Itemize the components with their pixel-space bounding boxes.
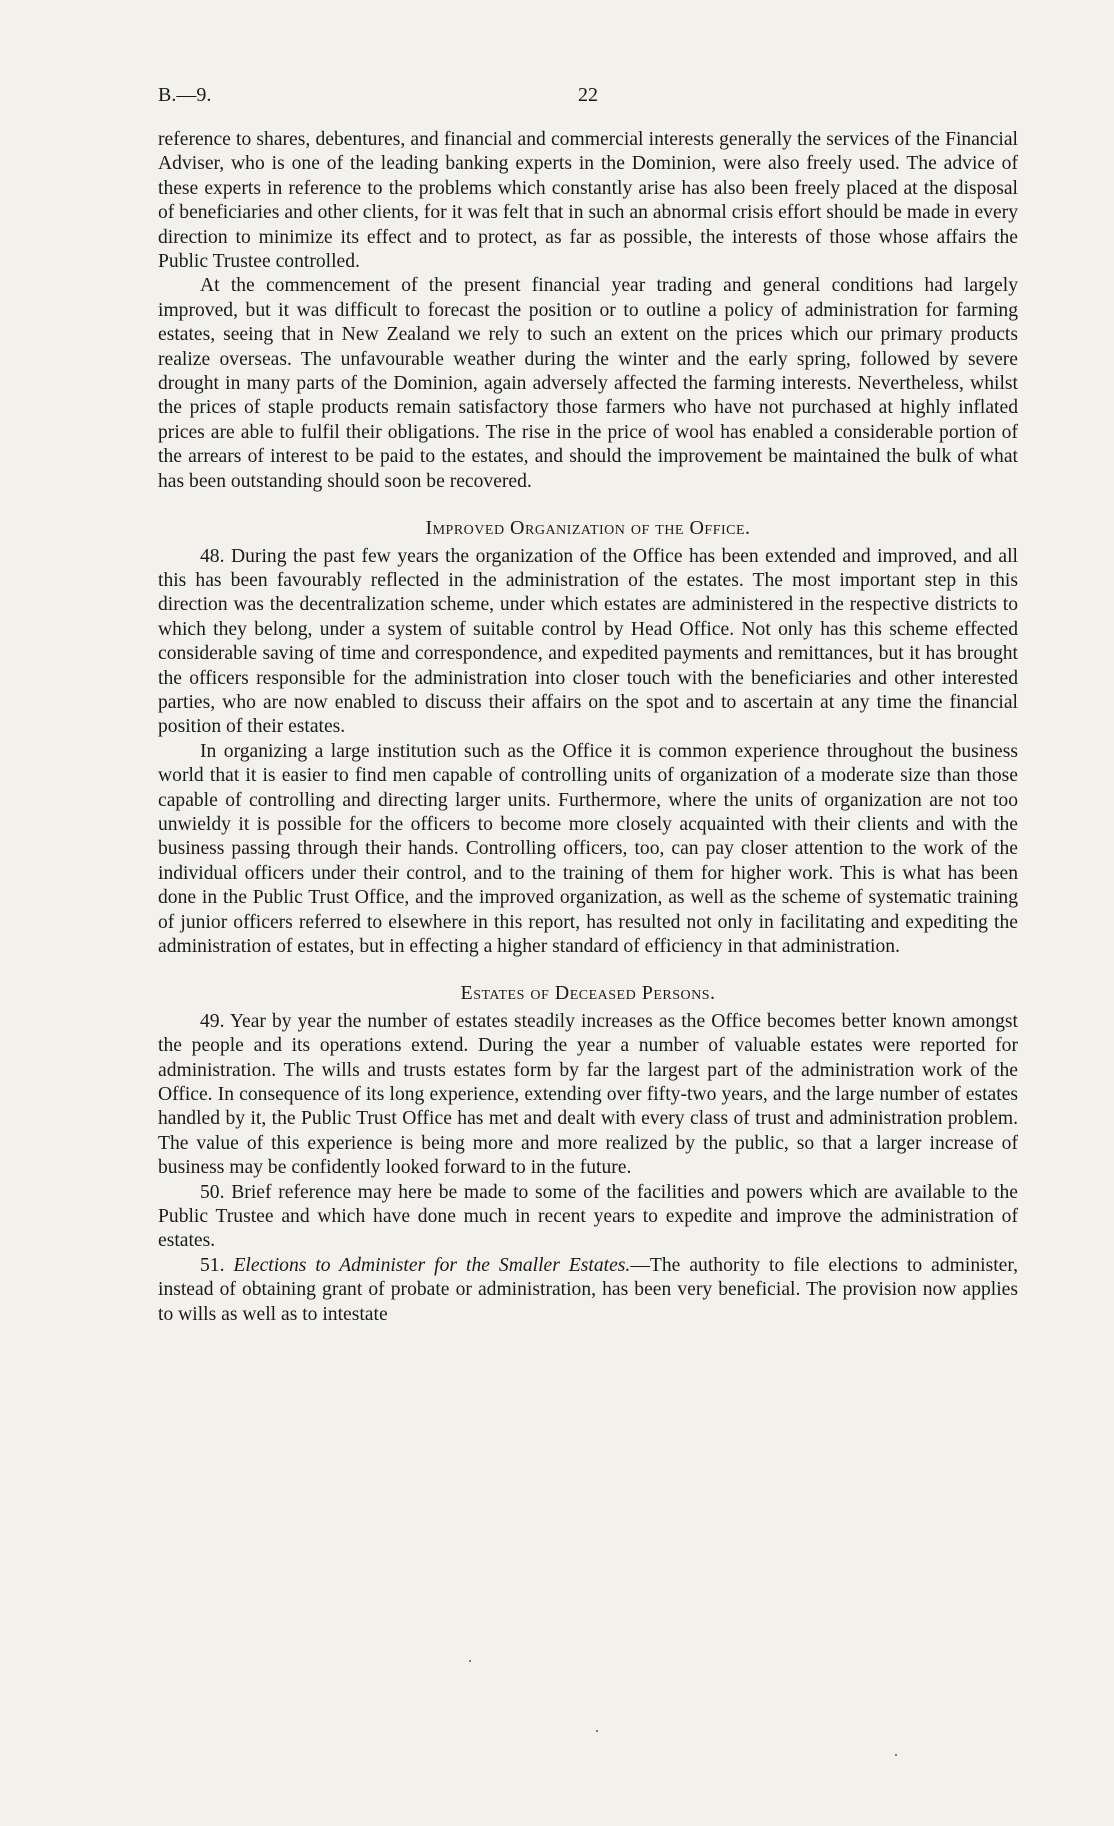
paragraph-organizing: In organizing a large institution such as the Office it is common experience throughout the business world that it is easier to find men capable of controlling units of organization of a moderate size than those capable of controlling and directing larger units. Furthermore, where the units of organization are not too unwieldy it is possible for the officers to become more closely acquainted with their clients and with the business passing through their hands. Controlling officers, too, can pay closer attention to the work of the individual officers under their control, and to the training of them for higher work. This is what has been done in the Public Trust Office, and the improved organization, as well as the scheme of systematic training of junior officers referred to elsewhere in this report, has resulted not only in facilitating and expediting the administration of estates, but in effecting a higher standard of efficiency in that administration.	[158, 740, 1018, 957]
paragraph-farming-conditions: At the commencement of the present financial year trading and general conditions had largely improved, but it was difficult to forecast the position or to outline a policy of administration for farming estates, seeing that in New Zealand we rely to such an extent on the prices which our primary products realize overseas. The unfavourable weather during the winter and the early spring, followed by severe drought in many parts of the Dominion, again adversely affected the farming interests. Nevertheless, whilst the prices of staple products remain satisfactory those farmers who have not purchased at highly inflated prices are able to fulfil their obligations. The rise in the price of wool has enabled a considerable portion of the arrears of interest to be paid to the estates, and should the improvement be maintained the bulk of what has been outstanding should soon be recovered.	[158, 275, 1018, 492]
page-number: 22	[578, 84, 598, 106]
paragraph-51-text: —The authority to file elections to administer, instead of obtaining grant of probate or administration, has been very beneficial. The provision now applies to wills as well as to intestate	[158, 1254, 1018, 1325]
section-heading-estates: Estates of Deceased Persons.	[460, 982, 716, 1005]
paragraph-51	[158, 1254, 1018, 1327]
scan-speck	[469, 1660, 471, 1662]
section-heading-organization: Improved Organization of the Office.	[425, 517, 751, 540]
body-text	[158, 128, 1018, 1327]
paragraph-51-number: 51.	[200, 1254, 225, 1276]
scan-speck	[895, 1754, 897, 1756]
page-header	[158, 84, 1018, 114]
report-reference: B.—9.	[158, 84, 212, 106]
paragraph-continued: reference to shares, debentures, and financial and commercial interests generally the services of the Financial Adviser, who is one of the leading banking experts in the Dominion, were also freely used. The advice of these experts in reference to the problems which constantly arise has also been freely placed at the disposal of beneficiaries and other clients, for it was felt that in such an abnormal crisis effort should be made in every direction to minimize its effect and to protect, as far as possible, the interests of those whose affairs the Public Trustee controlled.	[158, 129, 1018, 273]
paragraph-49: 49. Year by year the number of estates steadily increases as the Office becomes better known amongst the people and its operations extend. During the year a number of valuable estates were reported for administration. The wills and trusts estates form by far the largest part of the administration work of the Office. In consequence of its long experience, extending over fifty-two years, and the large number of estates handled by it, the Public Trust Office has met and dealt with every class of trust and administration problem. The value of this experience is being more and more realized by the public, so that a larger increase of business may be confidently looked forward to in the future.	[158, 1010, 1018, 1179]
paragraph-50: 50. Brief reference may here be made to some of the facilities and powers which are available to the Public Trustee and which have done much in recent years to expedite and improve the administration of estates.	[158, 1181, 1018, 1252]
document-page	[158, 84, 1018, 1327]
paragraph-48: 48. During the past few years the organization of the Office has been extended and improved, and all this has been favourably reflected in the administration of the estates. The most important step in this direction was the decentralization scheme, under which estates are administered in the respective districts to which they belong, under a system of suitable control by Head Office. Not only has this scheme effected considerable saving of time and correspondence, and expedited payments and remittances, but it has brought the officers responsible for the administration into closer touch with the beneficiaries and other interested parties, who are now enabled to discuss their affairs on the spot and to ascertain at any time the financial position of their estates.	[158, 545, 1018, 738]
paragraph-51-title: Elections to Administer for the Smaller Estates.	[233, 1254, 631, 1276]
scan-speck	[596, 1730, 598, 1732]
